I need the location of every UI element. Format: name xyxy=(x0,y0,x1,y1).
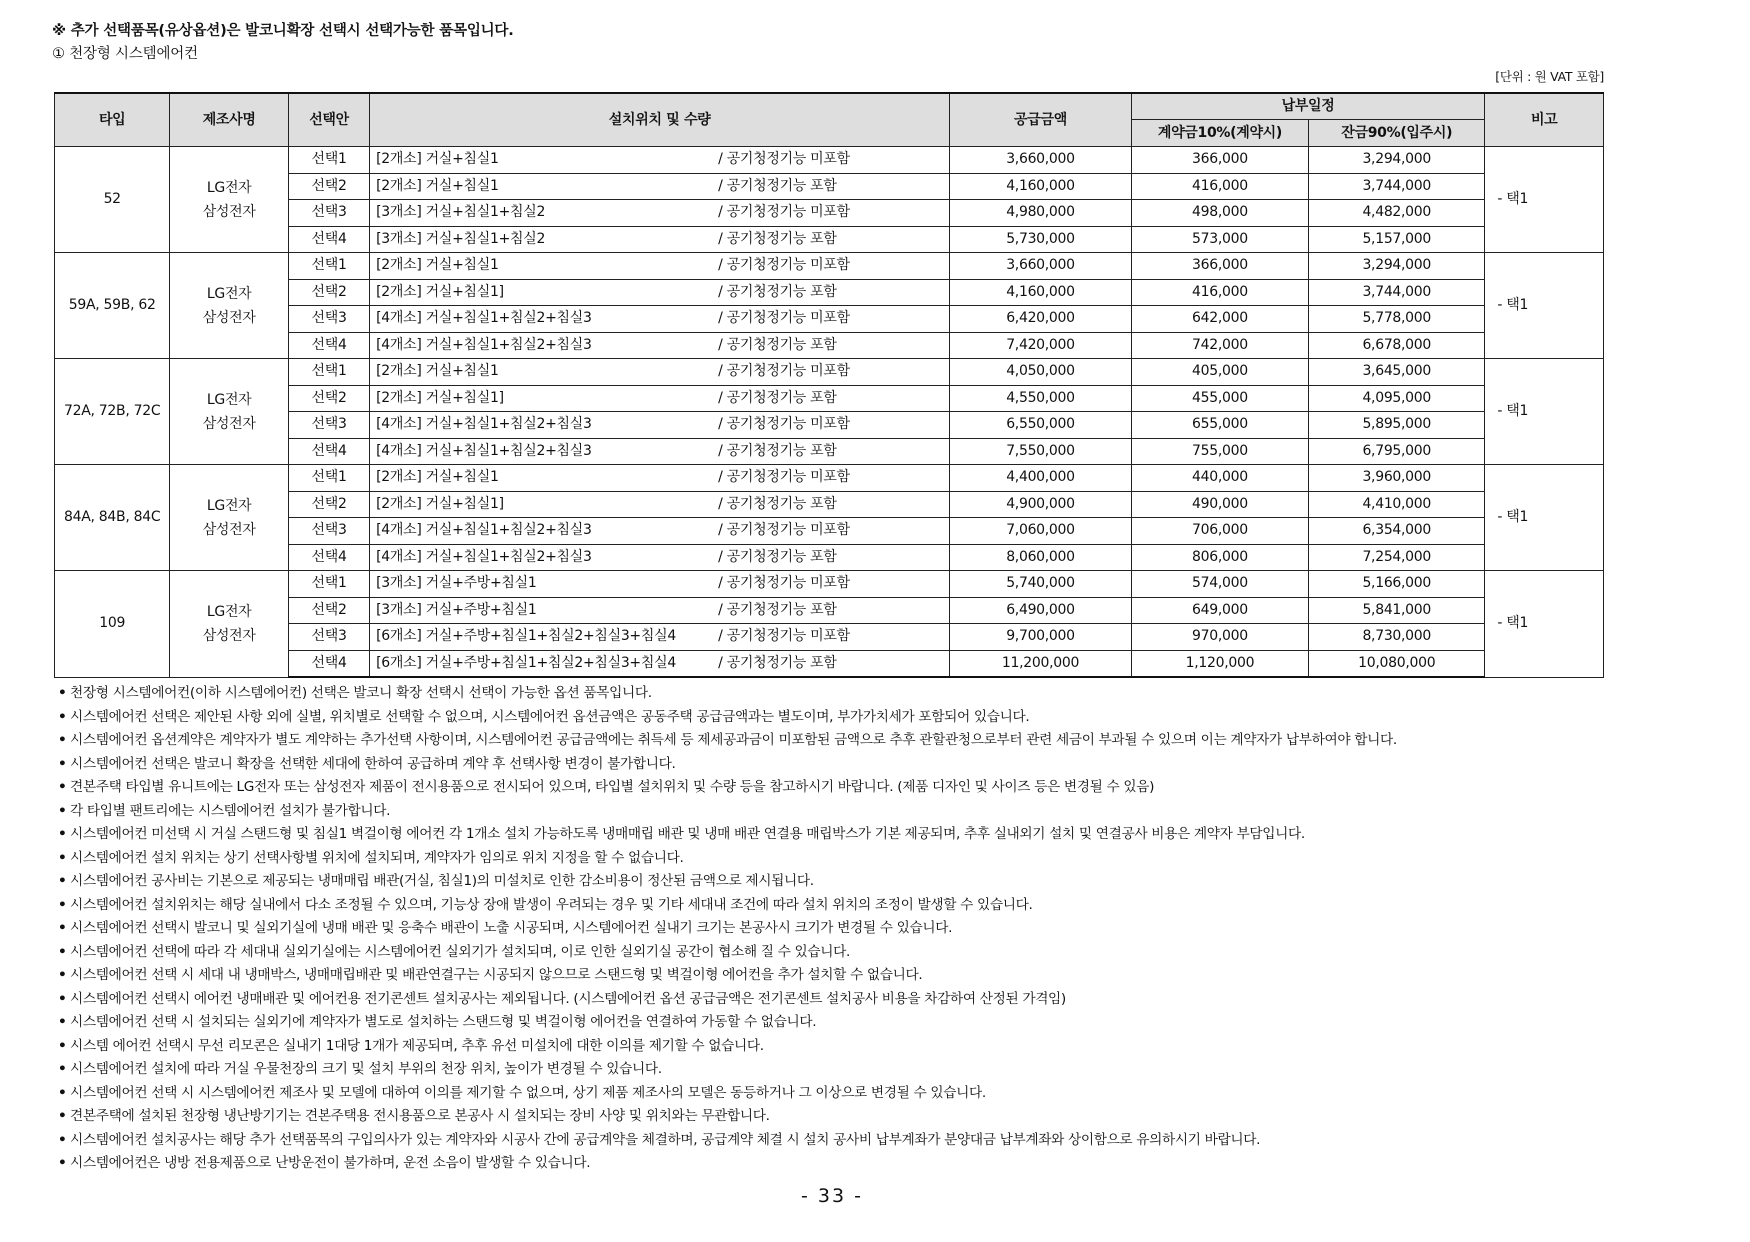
list-item xyxy=(58,894,1598,918)
deposit-cell: 649,000 xyxy=(1131,597,1308,624)
supply-cell: 4,900,000 xyxy=(950,491,1132,518)
location-text: [4개소] 거실+침실1+침실2+침실3 xyxy=(376,310,592,327)
deposit-cell: 490,000 xyxy=(1131,491,1308,518)
bullet-icon: • xyxy=(58,1014,67,1030)
feature-text: / 공기청정기능 미포함 xyxy=(718,310,850,326)
feature-text: / 공기청정기능 미포함 xyxy=(718,363,850,379)
location-text: [2개소] 거실+침실1 xyxy=(376,177,499,194)
table-row xyxy=(55,359,1604,386)
list-item xyxy=(58,682,1598,706)
manufacturer-name: 삼성전자 xyxy=(202,521,256,538)
balance-cell: 4,410,000 xyxy=(1309,491,1485,518)
location-cell xyxy=(370,279,950,306)
bullet-icon: • xyxy=(58,1084,67,1101)
list-item xyxy=(58,823,1598,847)
location-cell xyxy=(370,147,950,174)
table-row xyxy=(55,147,1604,174)
list-item xyxy=(58,1058,1598,1082)
bullet-icon: • xyxy=(58,1108,67,1124)
location-text: [2개소] 거실+침실1] xyxy=(376,495,504,512)
location-text: [4개소] 거실+침실1+침실2+침실3 xyxy=(376,442,592,459)
location-text: [2개소] 거실+침실1 xyxy=(376,469,499,486)
note-text: 시스템에어컨 선택시 발코니 및 실외기실에 냉매 배관 및 응축수 배관이 노출 시공되며, 시스템에어컨 실내기 크기는 본공사시 크기가 변경될 수 있습니다. xyxy=(70,920,953,936)
type-cell: 59A, 59B, 62 xyxy=(55,253,170,359)
manufacturer-name: LG전자 xyxy=(206,391,252,408)
bullet-icon: • xyxy=(58,732,67,748)
location-cell xyxy=(370,359,950,386)
option-cell: 선택4 xyxy=(288,544,369,571)
location-text: [2개소] 거실+침실1 xyxy=(376,363,499,380)
manufacturer-cell xyxy=(170,571,289,678)
option-cell: 선택1 xyxy=(288,571,369,598)
list-item xyxy=(58,1105,1598,1129)
location-text: [4개소] 거실+침실1+침실2+침실3 xyxy=(376,336,592,353)
note-text: 시스템에어컨 선택에 따라 각 세대내 실외기실에는 시스템에어컨 실외기가 설치되며, 이로 인한 실외기실 공간이 협소해 질 수 있습니다. xyxy=(70,943,850,960)
supply-cell: 4,980,000 xyxy=(950,200,1132,227)
location-text: [2개소] 거실+침실1 xyxy=(376,151,499,168)
bullet-icon: • xyxy=(58,1155,67,1171)
list-item xyxy=(58,917,1598,941)
feature-text: / 공기청정기능 포함 xyxy=(718,548,837,565)
deposit-cell: 440,000 xyxy=(1131,465,1308,492)
table-row xyxy=(55,571,1604,598)
remark-cell: - 택1 xyxy=(1485,147,1604,253)
supply-cell: 5,730,000 xyxy=(950,226,1132,253)
option-cell: 선택4 xyxy=(288,226,369,253)
list-item xyxy=(58,1082,1598,1106)
manufacturer-cell xyxy=(170,147,289,253)
type-cell: 109 xyxy=(55,571,170,678)
bullet-icon: • xyxy=(58,920,67,936)
list-item xyxy=(58,729,1598,753)
supply-cell: 7,550,000 xyxy=(950,438,1132,465)
manufacturer-cell xyxy=(170,465,289,571)
supply-cell: 9,700,000 xyxy=(950,624,1132,651)
option-cell: 선택1 xyxy=(288,253,369,280)
note-text: 각 타입별 팬트리에는 시스템에어컨 설치가 불가합니다. xyxy=(70,802,391,819)
supply-cell: 3,660,000 xyxy=(950,147,1132,174)
bullet-icon: • xyxy=(58,826,67,842)
deposit-cell: 574,000 xyxy=(1131,571,1308,598)
note-text: 시스템에어컨 설치에 따라 거실 우물천장의 크기 및 설치 부위의 천장 위치, 높이가 변경될 수 있습니다. xyxy=(70,1061,662,1077)
balance-cell: 10,080,000 xyxy=(1309,650,1485,677)
location-cell xyxy=(370,412,950,439)
bullet-icon: • xyxy=(58,967,67,983)
supply-cell: 7,420,000 xyxy=(950,332,1132,359)
header-schedule: 납부일정 xyxy=(1131,93,1485,120)
manufacturer-cell xyxy=(170,253,289,359)
feature-text: / 공기청정기능 포함 xyxy=(718,283,837,300)
deposit-cell: 455,000 xyxy=(1131,385,1308,412)
deposit-cell: 1,120,000 xyxy=(1131,650,1308,677)
note-text: 시스템 에어컨 선택시 무선 리모콘은 실내기 1대당 1개가 제공되며, 추후 유선 미설치에 대한 이의를 제기할 수 없습니다. xyxy=(70,1037,764,1054)
option-cell: 선택4 xyxy=(288,650,369,677)
balance-cell: 3,645,000 xyxy=(1309,359,1485,386)
location-cell xyxy=(370,650,950,677)
balance-cell: 6,354,000 xyxy=(1309,518,1485,545)
location-text: [3개소] 거실+침실1+침실2 xyxy=(376,230,546,247)
option-cell: 선택2 xyxy=(288,385,369,412)
feature-text: / 공기청정기능 미포함 xyxy=(718,257,850,273)
deposit-cell: 366,000 xyxy=(1131,147,1308,174)
balance-cell: 5,841,000 xyxy=(1309,597,1485,624)
location-text: [3개소] 거실+주방+침실1 xyxy=(376,601,537,618)
price-table xyxy=(54,92,1604,678)
balance-cell: 8,730,000 xyxy=(1309,624,1485,651)
deposit-cell: 706,000 xyxy=(1131,518,1308,545)
location-cell xyxy=(370,465,950,492)
bullet-icon: • xyxy=(58,896,67,913)
location-text: [4개소] 거실+침실1+침실2+침실3 xyxy=(376,548,592,565)
balance-cell: 3,744,000 xyxy=(1309,173,1485,200)
header-balance: 잔금90%(입주시) xyxy=(1309,120,1485,147)
deposit-cell: 642,000 xyxy=(1131,306,1308,333)
type-cell: 72A, 72B, 72C xyxy=(55,359,170,465)
location-text: [6개소] 거실+주방+침실1+침실2+침실3+침실4 xyxy=(376,654,676,671)
feature-text: / 공기청정기능 포함 xyxy=(718,336,837,353)
list-item xyxy=(58,847,1598,871)
header-deposit: 계약금10%(계약시) xyxy=(1131,120,1308,147)
bullet-icon: • xyxy=(58,779,67,795)
bullet-icon: • xyxy=(58,1037,67,1054)
supply-cell: 11,200,000 xyxy=(950,650,1132,677)
bullet-icon: • xyxy=(58,708,67,725)
balance-cell: 5,895,000 xyxy=(1309,412,1485,439)
deposit-cell: 416,000 xyxy=(1131,279,1308,306)
remark-cell: - 택1 xyxy=(1485,253,1604,359)
option-cell: 선택4 xyxy=(288,332,369,359)
note-text: 시스템에어컨 선택시 에어컨 냉매배관 및 에어컨용 전기콘센트 설치공사는 제외됩니다. (시스템에어컨 옵션 공급금액은 전기콘센트 설치공사 비용을 차감하여 산정된 가격임) xyxy=(70,990,1066,1007)
header-option: 선택안 xyxy=(288,93,369,147)
bullet-icon: • xyxy=(58,685,67,701)
deposit-cell: 573,000 xyxy=(1131,226,1308,253)
balance-cell: 3,294,000 xyxy=(1309,147,1485,174)
note-text: 시스템에어컨 설치 위치는 상기 선택사항별 위치에 설치되며, 계약자가 임의로 위치 지정을 할 수 없습니다. xyxy=(70,849,684,866)
location-text: [2개소] 거실+침실1] xyxy=(376,389,504,406)
location-cell xyxy=(370,624,950,651)
page-number: - 33 - xyxy=(801,1185,863,1207)
unit-note: [단위 : 원 VAT 포함] xyxy=(1495,69,1604,84)
supply-cell: 6,490,000 xyxy=(950,597,1132,624)
balance-cell: 4,482,000 xyxy=(1309,200,1485,227)
feature-text: / 공기청정기능 미포함 xyxy=(718,522,850,538)
manufacturer-name: LG전자 xyxy=(206,179,252,196)
feature-text: / 공기청정기능 포함 xyxy=(718,442,837,459)
bullet-icon: • xyxy=(58,873,67,889)
location-cell xyxy=(370,597,950,624)
location-cell xyxy=(370,226,950,253)
supply-cell: 7,060,000 xyxy=(950,518,1132,545)
location-text: [2개소] 거실+침실1 xyxy=(376,257,499,274)
option-cell: 선택2 xyxy=(288,491,369,518)
list-item xyxy=(58,753,1598,777)
remark-cell: - 택1 xyxy=(1485,359,1604,465)
deposit-cell: 366,000 xyxy=(1131,253,1308,280)
option-cell: 선택2 xyxy=(288,173,369,200)
bullet-icon: • xyxy=(58,755,67,772)
price-table-body xyxy=(55,147,1604,678)
list-item xyxy=(58,776,1598,800)
list-item xyxy=(58,1035,1598,1059)
feature-text: / 공기청정기능 미포함 xyxy=(718,628,850,644)
location-cell xyxy=(370,385,950,412)
balance-cell: 7,254,000 xyxy=(1309,544,1485,571)
note-text: 시스템에어컨 선택 시 설치되는 실외기에 계약자가 별도로 설치하는 스탠드형 및 벽걸이형 에어컨을 연결하여 가동할 수 없습니다. xyxy=(70,1014,817,1030)
deposit-cell: 655,000 xyxy=(1131,412,1308,439)
feature-text: / 공기청정기능 미포함 xyxy=(718,416,850,432)
remark-cell: - 택1 xyxy=(1485,571,1604,678)
feature-text: / 공기청정기능 포함 xyxy=(718,495,837,512)
deposit-cell: 498,000 xyxy=(1131,200,1308,227)
list-item xyxy=(58,964,1598,988)
supply-cell: 4,160,000 xyxy=(950,173,1132,200)
location-cell xyxy=(370,332,950,359)
deposit-cell: 416,000 xyxy=(1131,173,1308,200)
manufacturer-name: LG전자 xyxy=(206,603,252,620)
manufacturer-name: LG전자 xyxy=(206,497,252,514)
location-cell xyxy=(370,518,950,545)
bullet-icon: • xyxy=(58,849,67,866)
note-text: 시스템에어컨 옵션계약은 계약자가 별도 계약하는 추가선택 사항이며, 시스템에어컨 공급금액에는 취득세 등 제세공과금이 미포함된 금액으로 추후 관할관청으로부터 관련 세금이 부과될 수 있으며 이는 계약자가 납부하여야 합니다. xyxy=(70,732,1397,748)
manufacturer-name: 삼성전자 xyxy=(202,627,256,644)
feature-text: / 공기청정기능 미포함 xyxy=(718,469,850,485)
supply-cell: 4,160,000 xyxy=(950,279,1132,306)
note-text: 견본주택 타입별 유니트에는 LG전자 또는 삼성전자 제품이 전시용품으로 전시되어 있으며, 타입별 설치위치 및 수량 등을 참고하시기 바랍니다. (제품 디자인 및 사이즈 등은 변경될 수 있음) xyxy=(70,779,1155,795)
deposit-cell: 742,000 xyxy=(1131,332,1308,359)
location-text: [3개소] 거실+주방+침실1 xyxy=(376,575,537,592)
list-item xyxy=(58,706,1598,730)
location-text: [4개소] 거실+침실1+침실2+침실3 xyxy=(376,522,592,539)
balance-cell: 5,166,000 xyxy=(1309,571,1485,598)
balance-cell: 6,795,000 xyxy=(1309,438,1485,465)
table-row xyxy=(55,253,1604,280)
feature-text: / 공기청정기능 미포함 xyxy=(718,151,850,167)
balance-cell: 6,678,000 xyxy=(1309,332,1485,359)
location-cell xyxy=(370,571,950,598)
balance-cell: 4,095,000 xyxy=(1309,385,1485,412)
feature-text: / 공기청정기능 포함 xyxy=(718,230,837,247)
feature-text: / 공기청정기능 포함 xyxy=(718,177,837,194)
list-item xyxy=(58,1129,1598,1153)
note-text: 시스템에어컨 선택 시 시스템에어컨 제조사 및 모델에 대하여 이의를 제기할 수 없으며, 상기 제품 제조사의 모델은 동등하거나 그 이상으로 변경될 수 있습니다. xyxy=(70,1084,986,1101)
feature-text: / 공기청정기능 미포함 xyxy=(718,575,850,591)
balance-cell: 5,778,000 xyxy=(1309,306,1485,333)
note-text: 시스템에어컨 설치위치는 해당 실내에서 다소 조정될 수 있으며, 기능상 장애 발생이 우려되는 경우 및 기타 세대내 조건에 따라 설치 위치의 조정이 발생할 수 있습니다. xyxy=(70,896,1033,913)
location-text: [2개소] 거실+침실1] xyxy=(376,283,504,300)
manufacturer-name: 삼성전자 xyxy=(202,415,256,432)
location-cell xyxy=(370,491,950,518)
supply-cell: 6,420,000 xyxy=(950,306,1132,333)
location-cell xyxy=(370,306,950,333)
bullet-icon: • xyxy=(58,1061,67,1077)
balance-cell: 3,744,000 xyxy=(1309,279,1485,306)
location-text: [4개소] 거실+침실1+침실2+침실3 xyxy=(376,416,592,433)
note-text: 시스템에어컨 미선택 시 거실 스탠드형 및 침실1 벽걸이형 에어컨 각 1개소 설치 가능하도록 냉매매립 배관 및 냉매 배관 연결용 매립박스가 기본 제공되며, 추후 실내외기 설치 및 연결공사 비용은 계약자 부담입니다. xyxy=(70,826,1305,842)
option-cell: 선택2 xyxy=(288,597,369,624)
section-heading: ※ 추가 선택품목(유상옵션)은 발코니확장 선택시 선택가능한 품목입니다. xyxy=(52,23,514,39)
bullet-icon: • xyxy=(58,943,67,960)
header-location: 설치위치 및 수량 xyxy=(370,93,950,147)
option-cell: 선택3 xyxy=(288,412,369,439)
balance-cell: 3,960,000 xyxy=(1309,465,1485,492)
note-text: 시스템에어컨 설치공사는 해당 추가 선택품목의 구입의사가 있는 계약자와 시공사 간에 공급계약을 체결하며, 공급계약 체결 시 설치 공사비 납부계좌가 분양대금 납부계좌와 상이함으로 유의하시기 바랍니다. xyxy=(70,1131,1261,1148)
supply-cell: 5,740,000 xyxy=(950,571,1132,598)
note-text: 시스템에어컨 선택은 제안된 사항 외에 실별, 위치별로 선택할 수 없으며, 시스템에어컨 옵션금액은 공동주택 공급금액과는 별도이며, 부가가치세가 포함되어 있습니다. xyxy=(70,708,1030,725)
supply-cell: 4,550,000 xyxy=(950,385,1132,412)
list-item xyxy=(58,988,1598,1012)
option-cell: 선택3 xyxy=(288,200,369,227)
feature-text: / 공기청정기능 포함 xyxy=(718,389,837,406)
manufacturer-name: LG전자 xyxy=(206,285,252,302)
feature-text: / 공기청정기능 미포함 xyxy=(718,204,850,220)
option-cell: 선택1 xyxy=(288,465,369,492)
note-text: 시스템에어컨 선택은 발코니 확장을 선택한 세대에 한하여 공급하며 계약 후 선택사항 변경이 불가합니다. xyxy=(70,755,676,772)
location-cell xyxy=(370,253,950,280)
supply-cell: 4,050,000 xyxy=(950,359,1132,386)
bullet-icon: • xyxy=(58,802,67,819)
location-text: [6개소] 거실+주방+침실1+침실2+침실3+침실4 xyxy=(376,628,676,645)
location-cell xyxy=(370,438,950,465)
deposit-cell: 806,000 xyxy=(1131,544,1308,571)
deposit-cell: 755,000 xyxy=(1131,438,1308,465)
feature-text: / 공기청정기능 포함 xyxy=(718,601,837,618)
balance-cell: 5,157,000 xyxy=(1309,226,1485,253)
header-manufacturer: 제조사명 xyxy=(170,93,289,147)
supply-cell: 4,400,000 xyxy=(950,465,1132,492)
header-type: 타입 xyxy=(55,93,170,147)
manufacturer-cell xyxy=(170,359,289,465)
option-cell: 선택2 xyxy=(288,279,369,306)
deposit-cell: 405,000 xyxy=(1131,359,1308,386)
note-text: 시스템에어컨 공사비는 기본으로 제공되는 냉매매립 배관(거실, 침실1)의 미설치로 인한 감소비용이 정산된 금액으로 제시됩니다. xyxy=(70,873,814,889)
option-cell: 선택3 xyxy=(288,518,369,545)
feature-text: / 공기청정기능 포함 xyxy=(718,654,837,671)
note-text: 시스템에어컨 선택 시 세대 내 냉매박스, 냉매매립배관 및 배관연결구는 시공되지 않으므로 스탠드형 및 벽걸이형 에어컨을 추가 설치할 수 없습니다. xyxy=(70,967,923,983)
list-item xyxy=(58,1152,1598,1176)
list-item xyxy=(58,800,1598,824)
location-cell xyxy=(370,200,950,227)
note-text: 견본주택에 설치된 천장형 냉난방기기는 견본주택용 전시용품으로 본공사 시 설치되는 장비 사양 및 위치와는 무관합니다. xyxy=(70,1108,770,1124)
note-text: 시스템에어컨은 냉방 전용제품으로 난방운전이 불가하며, 운전 소음이 발생할 수 있습니다. xyxy=(70,1155,591,1171)
list-item xyxy=(58,870,1598,894)
deposit-cell: 970,000 xyxy=(1131,624,1308,651)
type-cell: 52 xyxy=(55,147,170,253)
supply-cell: 3,660,000 xyxy=(950,253,1132,280)
manufacturer-name: 삼성전자 xyxy=(202,309,256,326)
notes-list xyxy=(58,682,1598,1176)
header-remark: 비고 xyxy=(1485,93,1604,147)
option-cell: 선택1 xyxy=(288,147,369,174)
type-cell: 84A, 84B, 84C xyxy=(55,465,170,571)
location-cell xyxy=(370,173,950,200)
table-row xyxy=(55,465,1604,492)
option-cell: 선택3 xyxy=(288,306,369,333)
supply-cell: 6,550,000 xyxy=(950,412,1132,439)
option-cell: 선택1 xyxy=(288,359,369,386)
note-text: 천장형 시스템에어컨(이하 시스템에어컨) 선택은 발코니 확장 선택시 선택이 가능한 옵션 품목입니다. xyxy=(70,685,652,701)
manufacturer-name: 삼성전자 xyxy=(202,203,256,220)
list-item xyxy=(58,941,1598,965)
remark-cell: - 택1 xyxy=(1485,465,1604,571)
header-supply: 공급금액 xyxy=(950,93,1132,147)
bullet-icon: • xyxy=(58,990,67,1007)
list-item xyxy=(58,1011,1598,1035)
option-cell: 선택3 xyxy=(288,624,369,651)
location-text: [3개소] 거실+침실1+침실2 xyxy=(376,204,546,221)
option-cell: 선택4 xyxy=(288,438,369,465)
bullet-icon: • xyxy=(58,1131,67,1148)
section-subheading: ① 천장형 시스템에어컨 xyxy=(52,46,198,62)
location-cell xyxy=(370,544,950,571)
supply-cell: 8,060,000 xyxy=(950,544,1132,571)
balance-cell: 3,294,000 xyxy=(1309,253,1485,280)
